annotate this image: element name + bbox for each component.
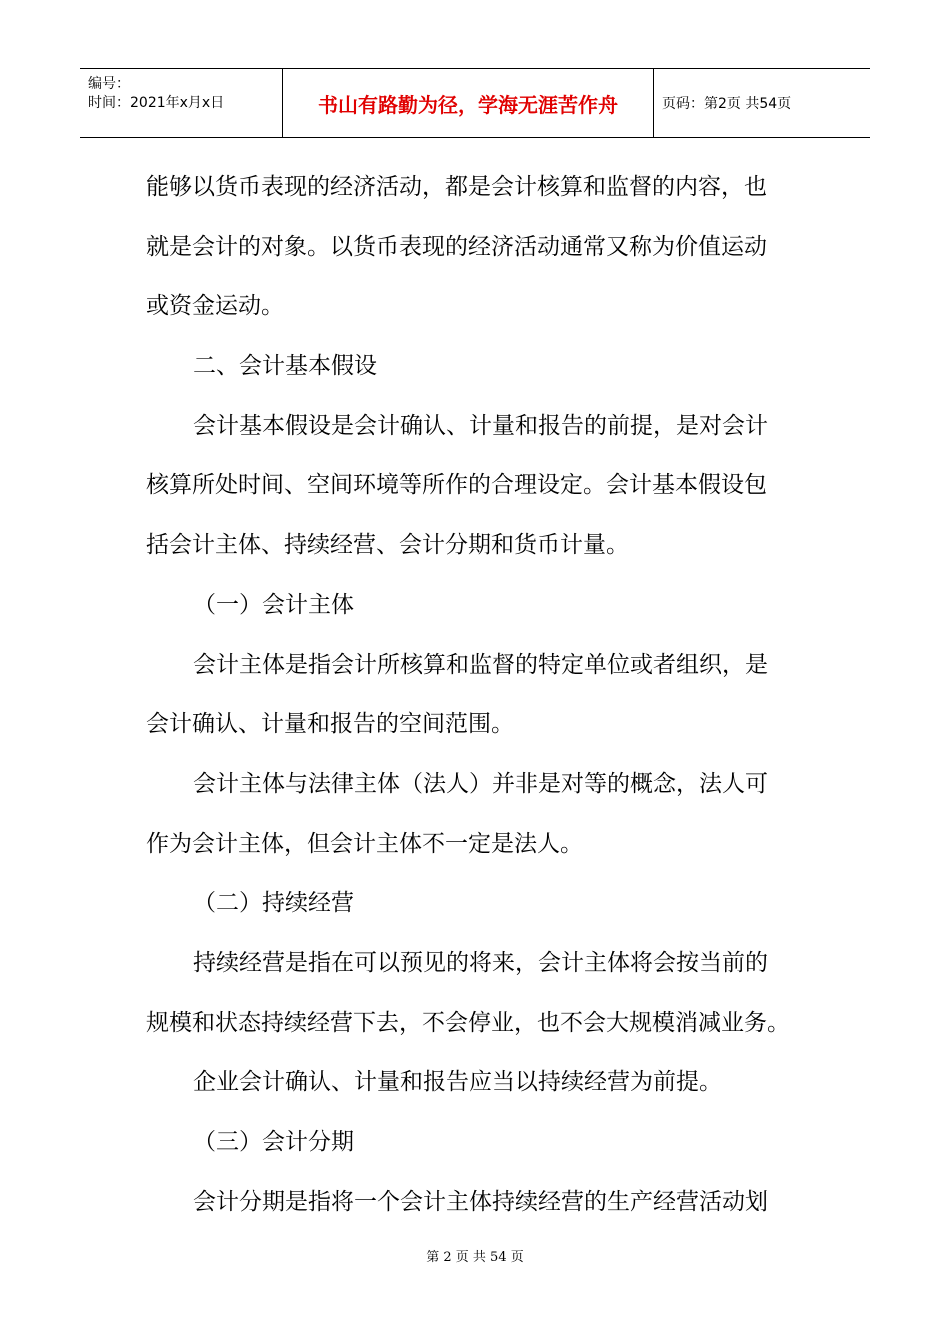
header-table	[80, 68, 870, 138]
footer-page-number: 第 2 页 共 54 页	[426, 1250, 524, 1265]
header-motto-cell	[282, 69, 654, 137]
body-line: 括会计主体、持续经营、会计分期和货币计量。	[146, 532, 629, 559]
document-body	[146, 158, 806, 1232]
document-number-label: 编号：	[88, 76, 130, 92]
body-line: 就是会计的对象。以货币表现的经济活动通常又称为价值运动	[146, 233, 767, 260]
header-meta-cell	[80, 69, 282, 137]
body-line: 会计确认、计量和报告的空间范围。	[146, 711, 514, 738]
body-line: 会计主体与法律主体（法人）并非是对等的概念，法人可	[193, 770, 768, 797]
body-line: 规模和状态持续经营下去，不会停业，也不会大规模消减业务。	[146, 1009, 790, 1036]
header-page-info: 页码：第2页 共54页	[662, 96, 792, 112]
body-line: 能够以货币表现的经济活动，都是会计核算和监督的内容，也	[146, 174, 767, 200]
body-line: 会计主体是指会计所核算和监督的特定单位或者组织，是	[193, 651, 768, 678]
header-motto: 书山有路勤为径，学海无涯苦作舟	[318, 92, 618, 117]
subsection-heading: （三）会计分期	[193, 1129, 354, 1155]
subsection-heading: （二）持续经营	[193, 890, 354, 917]
body-line: 企业会计确认、计量和报告应当以持续经营为前提。	[193, 1069, 722, 1096]
page-footer	[0, 1246, 950, 1265]
document-date-label: 时间：2021年x月x日	[88, 95, 225, 111]
body-line: 作为会计主体，但会计主体不一定是法人。	[146, 830, 583, 857]
header-page-cell	[654, 69, 870, 137]
subsection-heading: （一）会计主体	[193, 591, 354, 618]
body-line: 持续经营是指在可以预见的将来，会计主体将会按当前的	[193, 949, 768, 976]
body-line: 会计分期是指将一个会计主体持续经营的生产经营活动划	[193, 1188, 768, 1215]
body-line: 会计基本假设是会计确认、计量和报告的前提，是对会计	[193, 412, 768, 439]
body-line: 核算所处时间、空间环境等所作的合理设定。会计基本假设包	[146, 472, 767, 499]
body-line: 或资金运动。	[146, 293, 284, 320]
section-heading: 二、会计基本假设	[193, 353, 377, 380]
